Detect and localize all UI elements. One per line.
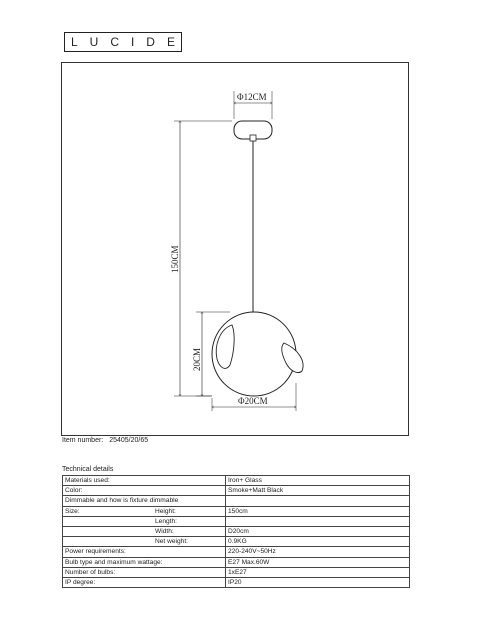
row-label (63, 537, 154, 547)
table-row (63, 496, 410, 506)
logo-letter: L (70, 35, 78, 49)
row-label (63, 526, 154, 536)
logo-letter: I (130, 35, 135, 49)
dim-shade-height-label: 20CM (192, 347, 202, 371)
row-sublabel: Width: (153, 526, 226, 536)
logo-letter: U (89, 35, 99, 49)
table-row (63, 547, 410, 557)
row-sublabel: Net weight: (153, 537, 226, 547)
logo-letter: E (166, 35, 175, 49)
technical-drawing (61, 62, 409, 436)
row-label (63, 516, 154, 526)
row-value (226, 496, 410, 506)
logo-letter: D (146, 35, 155, 49)
row-value: 0.9KG (226, 537, 410, 547)
table-row (63, 557, 410, 567)
row-sublabel: Height: (153, 506, 226, 516)
row-label: Power requirements: (63, 547, 226, 557)
dim-canopy-label: Φ12CM (237, 92, 267, 102)
row-label: Number of bulbs: (63, 567, 226, 577)
row-value: IP20 (226, 577, 410, 587)
table-row (63, 537, 410, 547)
item-number-label: Item number: (62, 437, 104, 444)
drawing-svg (62, 63, 410, 437)
table-row (63, 577, 410, 587)
item-number (62, 437, 148, 444)
table-row (63, 476, 410, 486)
table-row (63, 567, 410, 577)
table-row (63, 516, 410, 526)
row-label: Bulb type and maximum wattage: (63, 557, 226, 567)
row-label: Dimmable and how is fixture dimmable (63, 496, 226, 506)
technical-details-table (62, 475, 410, 588)
row-value: D20cm (226, 526, 410, 536)
row-value (226, 516, 410, 526)
row-value: E27 Max.60W (226, 557, 410, 567)
row-label: Color: (63, 486, 154, 496)
row-label: Materials used: (63, 476, 154, 486)
dim-total-height-label: 150CM (170, 245, 180, 273)
lucide-logo (64, 32, 182, 52)
logo-letter: C (110, 35, 119, 49)
row-value: 150cm (226, 506, 410, 516)
dim-shade-diameter-label: Φ20CM (238, 396, 268, 406)
table-row (63, 506, 410, 516)
table-row (63, 526, 410, 536)
row-value: Smoke+Matt Black (226, 486, 410, 496)
row-value: 220-240V~50Hz (226, 547, 410, 557)
row-label: Size: (63, 506, 154, 516)
row-value: 1xE27 (226, 567, 410, 577)
canopy-mount (250, 135, 256, 141)
technical-details-title: Technical details (62, 466, 114, 473)
row-sublabel (153, 476, 226, 486)
row-sublabel (153, 486, 226, 496)
row-sublabel: Length: (153, 516, 226, 526)
item-number-value: 25405/20/65 (109, 437, 149, 444)
row-value: Iron+ Glass (226, 476, 410, 486)
row-label: IP degree: (63, 577, 226, 587)
table-row (63, 486, 410, 496)
